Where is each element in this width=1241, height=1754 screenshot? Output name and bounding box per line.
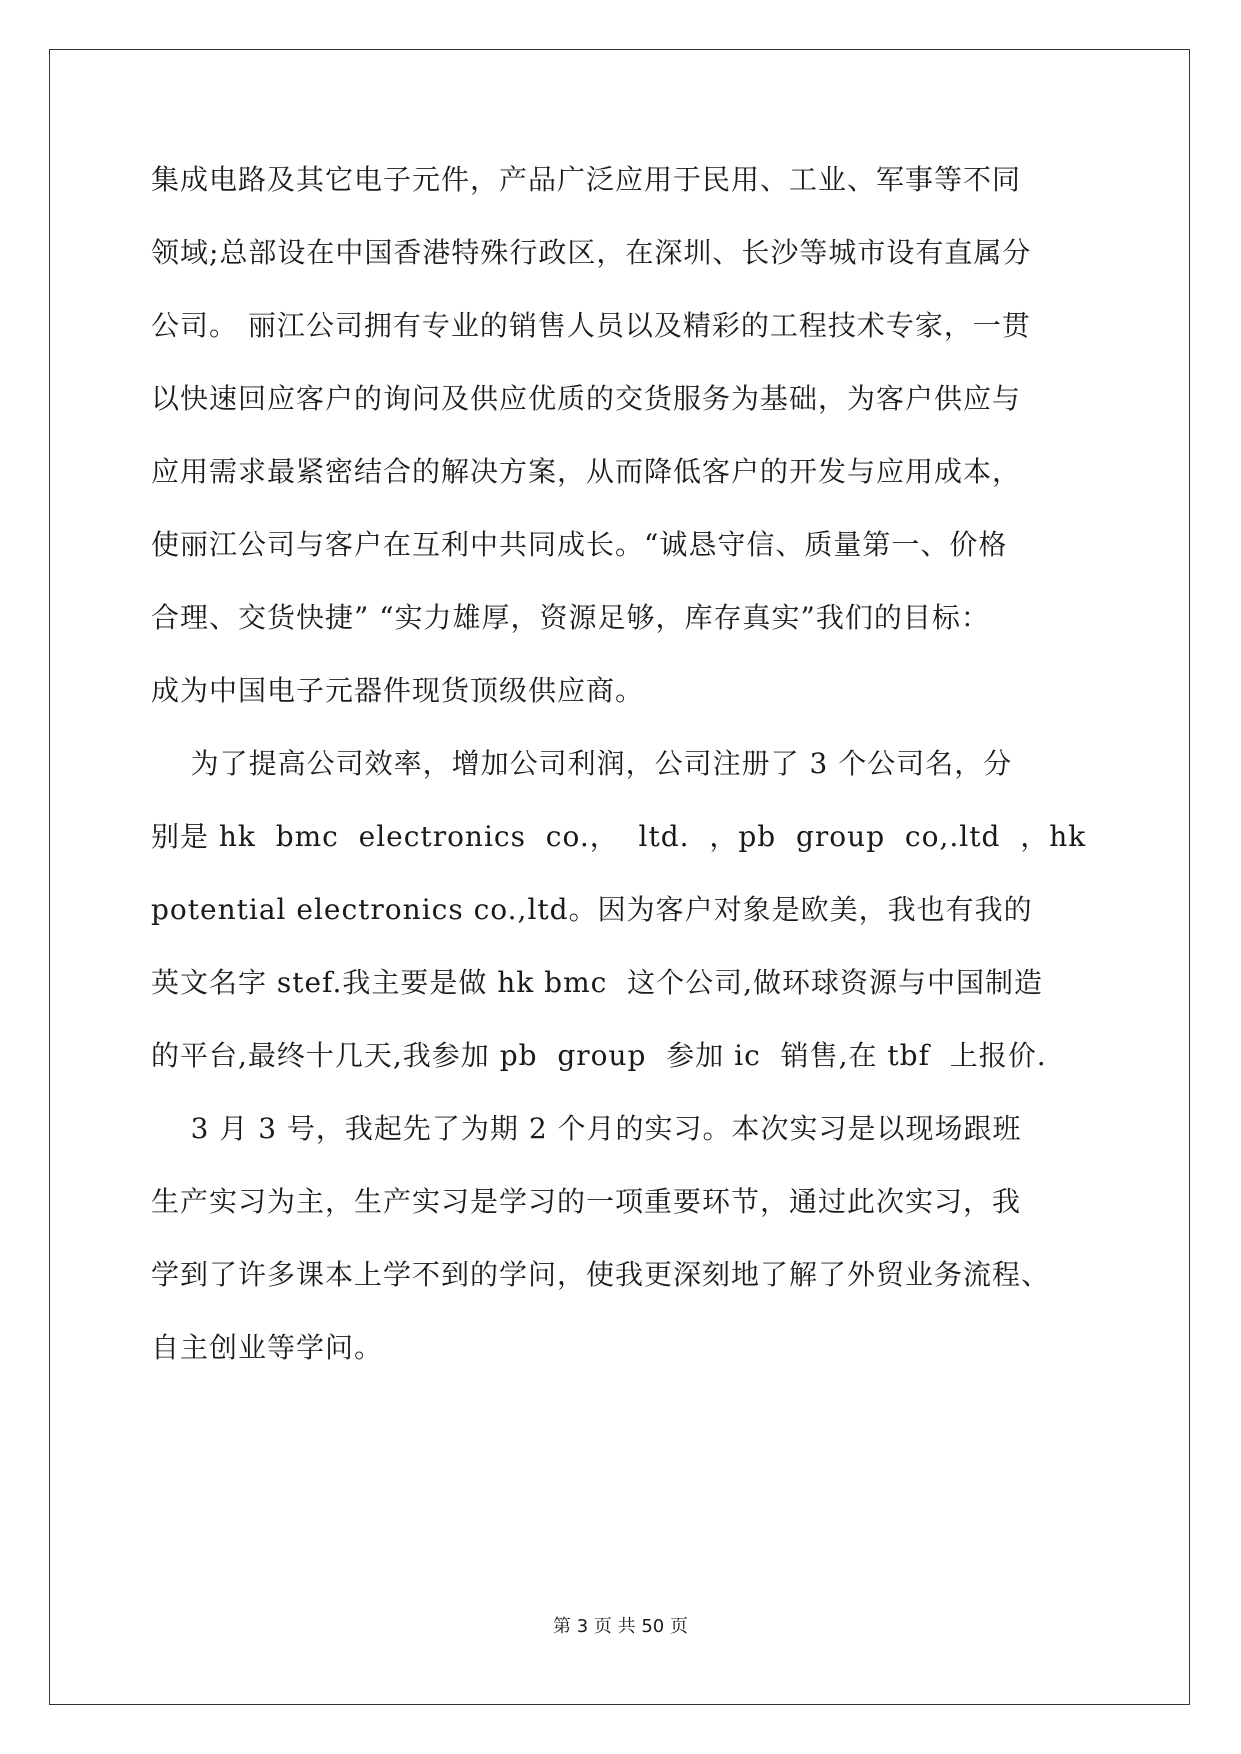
- text-line: 别是 hk bmc electronics co.， ltd. ，pb group co,.ltd ，hk: [151, 820, 1087, 853]
- text-line: 成为中国电子元器件现货顶级供应商。: [151, 674, 645, 707]
- text-line: 以快速回应客户的询问及供应优质的交货服务为基础，为客户供应与: [151, 382, 1022, 415]
- text-line: potential electronics co.,ltd。因为客户对象是欧美，我也有我的: [151, 893, 1033, 926]
- page-border: [49, 49, 1190, 1705]
- text-line: 应用需求最紧密结合的解决方案，从而降低客户的开发与应用成本，: [151, 455, 1022, 488]
- text-line: 为了提高公司效率，增加公司利润，公司注册了 3 个公司名，分: [151, 747, 1013, 780]
- text-line: 公司。 丽江公司拥有专业的销售人员以及精彩的工程技术专家，一贯: [151, 309, 1031, 342]
- text-line: 的平台,最终十几天,我参加 pb group 参加 ic 销售,在 tbf 上报价.: [151, 1039, 1047, 1072]
- page-number-footer: 第 3 页 共 50 页: [553, 1616, 688, 1637]
- text-line: 英文名字 stef.我主要是做 hk bmc 这个公司,做环球资源与中国制造: [151, 966, 1044, 999]
- text-line: 3 月 3 号，我起先了为期 2 个月的实习。本次实习是以现场跟班: [151, 1112, 1022, 1145]
- text-line: 合理、交货快捷” “实力雄厚，资源足够，库存真实”我们的目标：: [151, 601, 990, 634]
- text-line: 自主创业等学问。: [151, 1331, 384, 1364]
- text-line: 生产实习为主，生产实习是学习的一项重要环节，通过此次实习，我: [151, 1185, 1022, 1218]
- text-line: 集成电路及其它电子元件，产品广泛应用于民用、工业、军事等不同: [151, 163, 1022, 196]
- text-line: 学到了许多课本上学不到的学问，使我更深刻地了解了外贸业务流程、: [151, 1258, 1051, 1291]
- text-line: 领域;总部设在中国香港特殊行政区，在深圳、长沙等城市设有直属分: [151, 236, 1032, 269]
- text-line: 使丽江公司与客户在互利中共同成长。“诚恳守信、质量第一、价格: [151, 528, 1008, 561]
